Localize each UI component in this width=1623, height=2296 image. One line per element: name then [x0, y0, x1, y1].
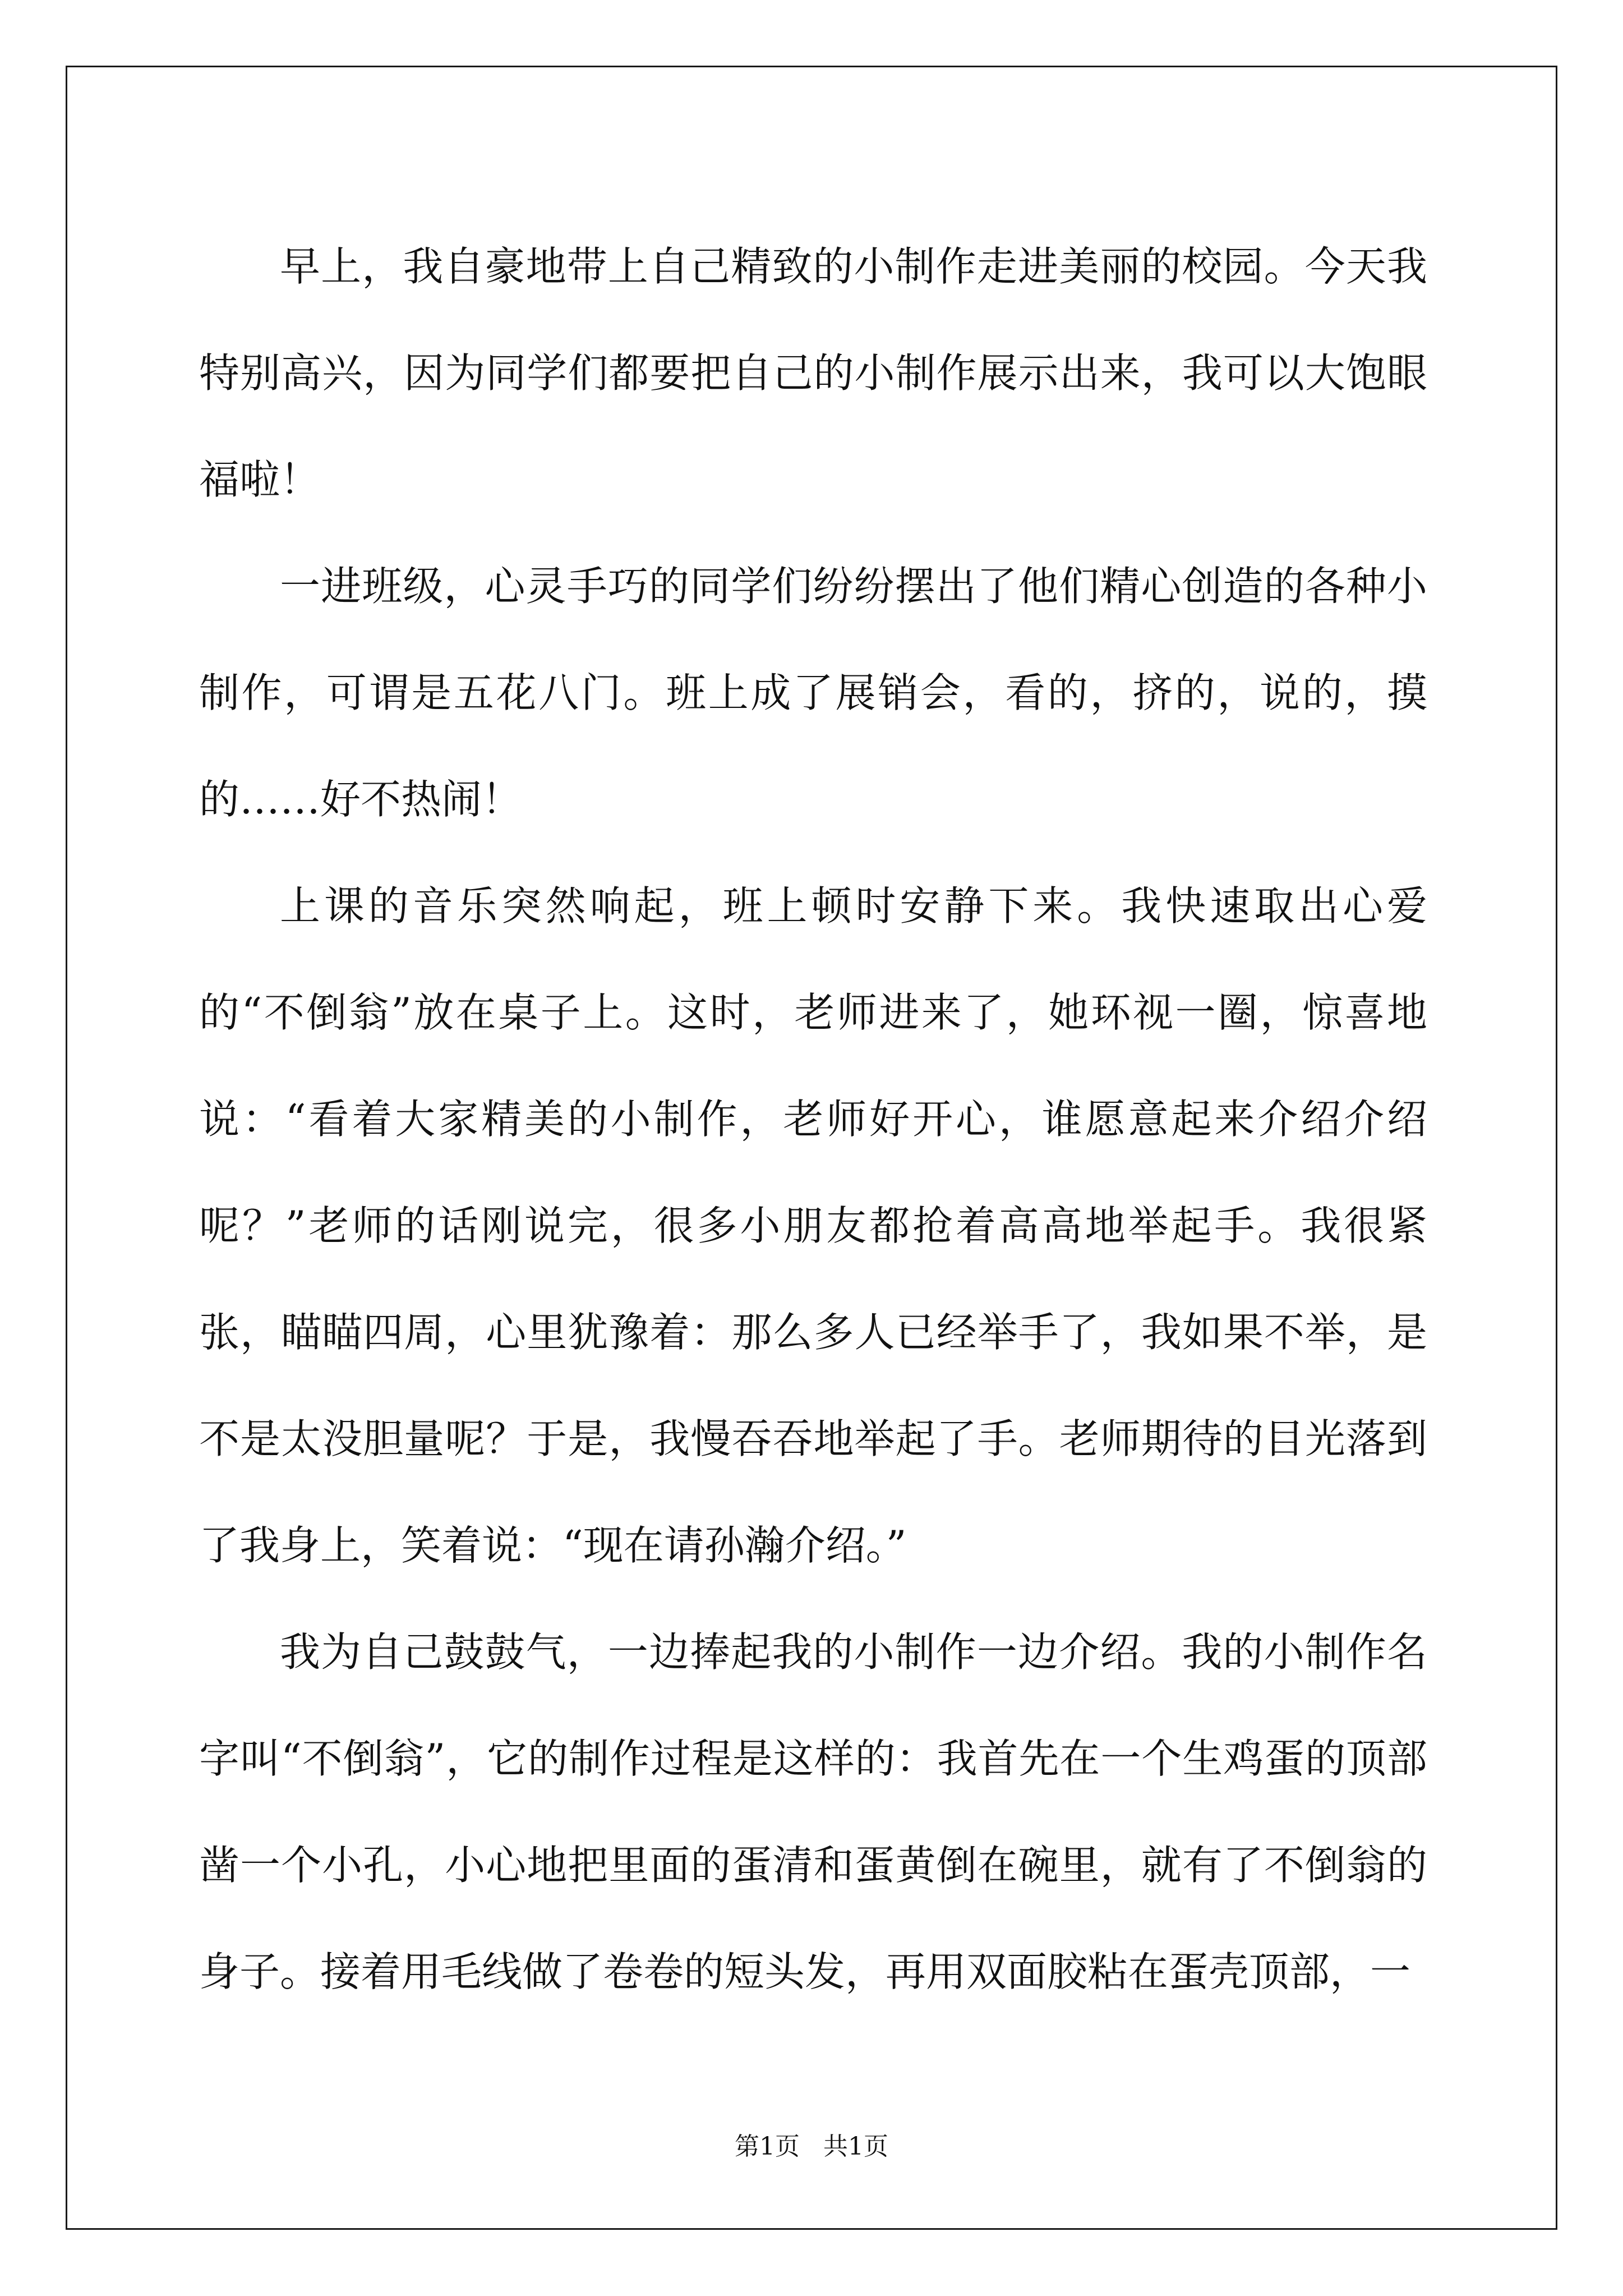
paragraph-3: 上课的音乐突然响起，班上顿时安静下来。我快速取出心爱的“不倒翁”放在桌子上。这时，老师进来了，她环视一圈，惊喜地说：“看着大家精美的小制作，老师好开心，谁愿意起来介绍介绍呢？”老师的话刚说完，很多小朋友都抢着高高地举起手。我很紧张，瞄瞄四周，心里犹豫着：那么多人已经举手了，我如果不举，是不是太没胆量呢？于是，我慢吞吞地举起了手。老师期待的目光落到了我身上，笑着说：“现在请孙瀚介绍。” — [199, 882, 1427, 1569]
page-footer: 第1页 共1页 — [735, 2132, 888, 2161]
document-body — [199, 213, 1427, 2025]
paragraph-1: 早上，我自豪地带上自己精致的小制作走进美丽的校园。今天我特别高兴，因为同学们都要把自己的小制作展示出来，我可以大饱眼福啦！ — [199, 243, 1427, 503]
paragraph-4: 我为自己鼓鼓气，一边捧起我的小制作一边介绍。我的小制作名字叫“不倒翁”，它的制作过程是这样的：我首先在一个生鸡蛋的顶部凿一个小孔，小心地把里面的蛋清和蛋黄倒在碗里，就有了不倒翁的身子。接着用毛线做了卷卷的短头发，再用双面胶粘在蛋壳顶部，一 — [199, 1628, 1427, 1995]
paragraph-2: 一进班级，心灵手巧的同学们纷纷摆出了他们精心创造的各种小制作，可谓是五花八门。班上成了展销会，看的，挤的，说的，摸的……好不热闹！ — [199, 563, 1427, 823]
